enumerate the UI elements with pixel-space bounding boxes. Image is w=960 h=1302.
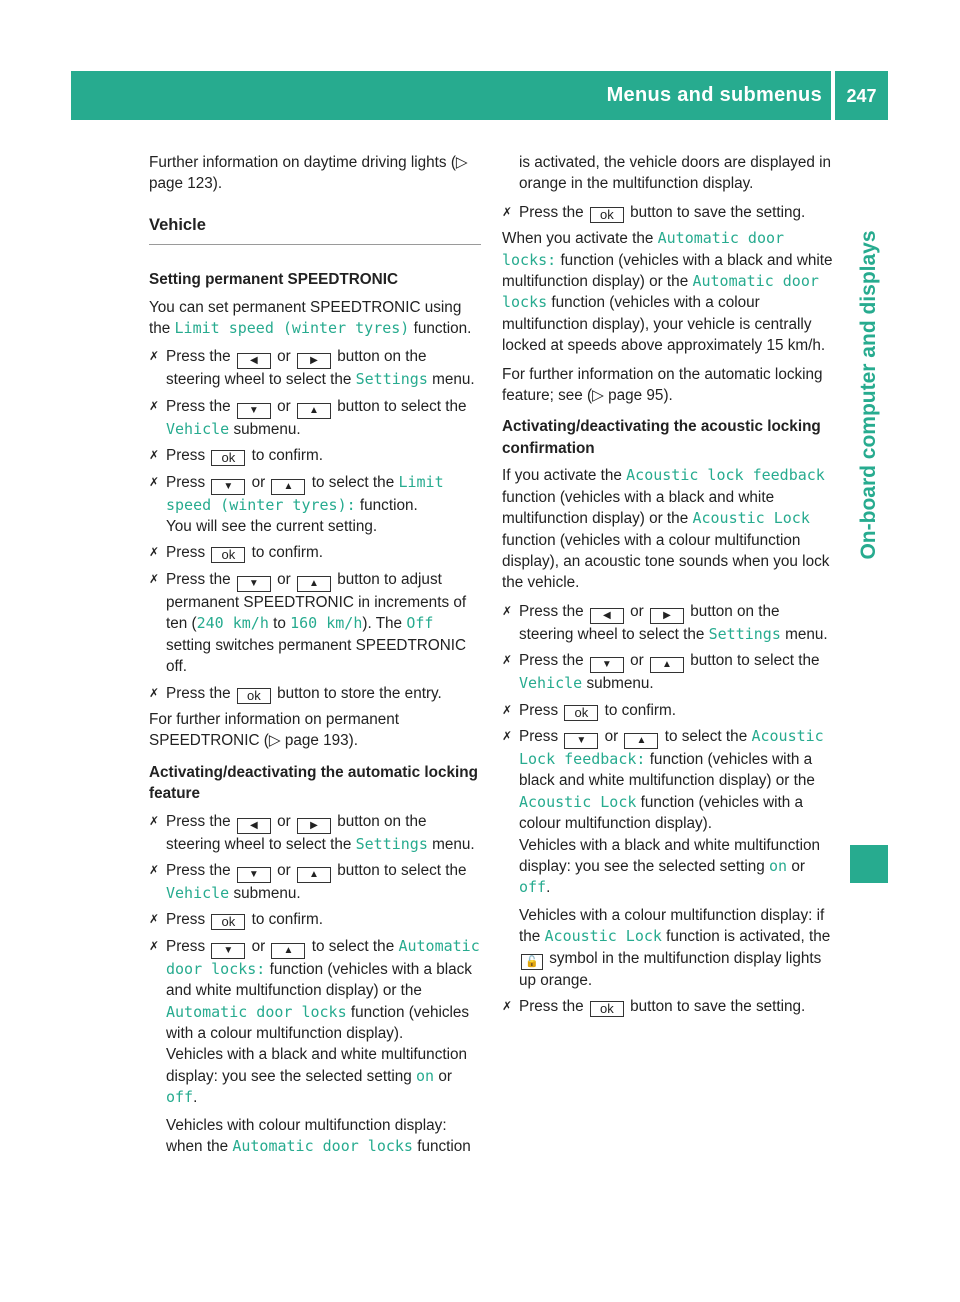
- up-arrow-button-icon: ▲: [650, 657, 684, 673]
- right-arrow-button-icon: ▶: [297, 818, 331, 834]
- step-arrow-icon: ✗: [502, 204, 513, 219]
- ok-button-icon: ok: [590, 207, 624, 223]
- page-number: 247: [835, 71, 888, 120]
- down-arrow-button-icon: ▼: [211, 943, 245, 959]
- down-arrow-button-icon: ▼: [211, 479, 245, 495]
- step-item: ✗ Press the ◀ or ▶ button on the steering wheel to select the Settings menu.: [502, 602, 828, 643]
- code-limit-speed: Limit speed (winter tyres): [174, 319, 410, 338]
- paragraph-speedtronic: You can set permanent SPEEDTRONIC using the Limit speed (winter tyres) function.: [149, 298, 472, 338]
- code-vehicle: Vehicle: [519, 674, 583, 693]
- code-auto-door-locks-colon: Automatic door locks:: [502, 229, 785, 269]
- code-settings: Settings: [355, 834, 428, 853]
- code-acoustic-lock-feedback-colon: Acoustic Lock feedback:: [519, 726, 824, 768]
- chapter-tab-label: On-board computer and displays: [857, 230, 880, 560]
- step-item: ✗ Press ok to confirm.: [502, 701, 677, 720]
- heading-acoustic-lock: Activating/deactivating the acoustic locking confirmation: [502, 418, 821, 457]
- down-arrow-button-icon: ▼: [590, 657, 624, 673]
- heading-auto-lock: Activating/deactivating the automatic locking feature: [149, 763, 478, 803]
- left-arrow-button-icon: ◀: [237, 818, 271, 834]
- code-limit-speed-winter: Limit speed (winter tyres):: [166, 472, 444, 514]
- step-item: ✗ Press the ▼ or ▲ button to adjust permanent SPEEDTRONIC in increments of ten (240 km/h to 160 km/h). The Off setting switches permanent SPEEDTRONIC off.: [149, 570, 467, 676]
- code-settings: Settings: [708, 624, 781, 643]
- step-item: ✗ Press the ▼ or ▲ button to select the Vehicle submenu.: [149, 861, 467, 902]
- step-item: ✗ Press the ◀ or ▶ button on the steering wheel to select the Settings menu.: [149, 348, 475, 389]
- down-arrow-button-icon: ▼: [237, 867, 271, 883]
- up-arrow-button-icon: ▲: [297, 867, 331, 883]
- code-auto-door-locks: Automatic door locks: [232, 1137, 413, 1155]
- code-160: 160 km/h: [290, 614, 363, 633]
- down-arrow-button-icon: ▼: [237, 576, 271, 592]
- step-item: ✗ Press the ▼ or ▲ button to select the Vehicle submenu.: [502, 652, 820, 693]
- lock-icon: 🔓: [521, 954, 543, 970]
- step-arrow-icon: ✗: [149, 685, 160, 700]
- step-arrow-icon: ✗: [149, 398, 160, 413]
- step-arrow-icon: ✗: [149, 571, 160, 586]
- ok-button-icon: ok: [564, 705, 598, 721]
- right-column: [502, 152, 834, 1022]
- ok-button-icon: ok: [211, 914, 245, 930]
- step-item: ✗ Press the ok button to store the entry.: [149, 684, 442, 703]
- code-vehicle: Vehicle: [166, 419, 230, 438]
- step-item: ✗ Press ok to confirm.: [149, 447, 324, 466]
- left-arrow-button-icon: ◀: [237, 353, 271, 369]
- up-arrow-button-icon: ▲: [624, 733, 658, 749]
- step-arrow-icon: ✗: [149, 448, 160, 463]
- code-acoustic-lock: Acoustic Lock: [544, 927, 662, 946]
- code-auto-door-locks-colon: Automatic door locks:: [166, 936, 480, 978]
- code-acoustic-lock-feedback: Acoustic lock feedback: [626, 466, 825, 485]
- left-arrow-button-icon: ◀: [590, 608, 624, 624]
- right-arrow-button-icon: ▶: [297, 353, 331, 369]
- up-arrow-button-icon: ▲: [271, 479, 305, 495]
- paragraph-speedtronic-ref: For further information on permanent SPEEDTRONIC (▷ page 193).: [149, 710, 399, 750]
- section-heading-vehicle: Vehicle: [149, 215, 481, 245]
- step-item: ✗ Press the ▼ or ▲ button to select the Vehicle submenu.: [149, 397, 467, 438]
- code-off: Off: [406, 614, 434, 633]
- heading-speedtronic: Setting permanent SPEEDTRONIC: [149, 271, 399, 289]
- paragraph-acoustic-info: If you activate the Acoustic lock feedback function (vehicles with a black and white multifunction display) or the Acoustic Lock function (vehicles with a colour multifunction display), an acoustic tone sounds when you lock the vehicle.: [502, 466, 830, 592]
- step-item: ✗ Press ▼ or ▲ to select the Limit speed (winter tyres): function. You will see the current setting.: [149, 472, 444, 536]
- ok-button-icon: ok: [237, 688, 271, 704]
- step-arrow-icon: ✗: [149, 813, 160, 828]
- code-240: 240 km/h: [196, 614, 269, 633]
- right-arrow-button-icon: ▶: [650, 608, 684, 624]
- code-auto-door-locks: Automatic door locks: [166, 1002, 347, 1021]
- step-item: ✗ Press ▼ or ▲ to select the Acoustic Lock feedback: function (vehicles with a black and white multifunction display) or the Acoustic Lock function (vehicles with a colour multifunction display). Vehicles with a black and white multifunction display: you see the selected setting on or off. Vehicles with a colour multifunction display: if the Acoustic Lock function is activated, the 🔓 symbol in the multifunction display lights up orange.: [502, 726, 831, 989]
- code-auto-door-locks: Automatic door locks: [502, 272, 819, 312]
- step-arrow-icon: ✗: [502, 728, 513, 743]
- code-acoustic-lock: Acoustic Lock: [692, 509, 810, 528]
- ok-button-icon: ok: [211, 450, 245, 466]
- code-vehicle: Vehicle: [166, 883, 230, 902]
- step-arrow-icon: ✗: [502, 999, 513, 1013]
- step-arrow-icon: ✗: [149, 545, 160, 560]
- chapter-tab-marker: [850, 845, 888, 883]
- step-item: ✗ Press the ok button to save the setting.: [502, 998, 806, 1016]
- step-arrow-icon: ✗: [502, 603, 513, 618]
- up-arrow-button-icon: ▲: [297, 576, 331, 592]
- up-arrow-button-icon: ▲: [271, 943, 305, 959]
- paragraph-auto-lock-info: When you activate the Automatic door locks: function (vehicles with a black and white multifunction display) or the Automatic door locks function (vehicles with a colour multifunction display), your vehicle is centrally locked at speeds above approximately 15 km/h.: [502, 229, 833, 355]
- step-arrow-icon: ✗: [502, 653, 513, 668]
- code-acoustic-lock: Acoustic Lock: [519, 792, 637, 811]
- step-arrow-icon: ✗: [502, 702, 513, 717]
- left-column: [149, 152, 481, 1162]
- down-arrow-button-icon: ▼: [237, 403, 271, 419]
- code-on: on: [769, 856, 788, 875]
- code-off: off: [166, 1088, 194, 1107]
- code-on: on: [416, 1066, 435, 1085]
- step-arrow-icon: ✗: [149, 349, 160, 364]
- step-arrow-icon: ✗: [149, 862, 160, 877]
- step-arrow-icon: ✗: [149, 912, 160, 927]
- step-item: ✗ Press the ◀ or ▶ button on the steering wheel to select the Settings menu.: [149, 812, 475, 853]
- continuation-text: is activated, the vehicle doors are displayed in orange in the multifunction display.: [519, 154, 832, 193]
- up-arrow-button-icon: ▲: [297, 403, 331, 419]
- step-arrow-icon: ✗: [149, 474, 160, 489]
- code-settings: Settings: [355, 370, 428, 389]
- step-arrow-icon: ✗: [149, 938, 160, 953]
- step-item: ✗ Press ▼ or ▲ to select the Automatic door locks: function (vehicles with a black and white multifunction display) or the Automatic door locks function (vehicles with a colour multifunction display). Vehicles with a black and white multifunction display: you see the selected setting on or off. Vehicles with colour multifunction display: when the Automatic door locks function: [149, 936, 480, 1155]
- code-off: off: [519, 878, 547, 897]
- step-item: ✗ Press the ok button to save the setting.: [502, 203, 806, 222]
- down-arrow-button-icon: ▼: [564, 733, 598, 749]
- ok-button-icon: ok: [211, 547, 245, 563]
- page-header-title: Menus and submenus: [606, 84, 822, 106]
- ok-button-icon: ok: [590, 1001, 624, 1017]
- intro-text: Further information on daytime driving lights (▷ page 123).: [149, 154, 468, 193]
- paragraph-auto-lock-ref: For further information on the automatic locking feature; see (▷ page 95).: [502, 365, 823, 405]
- step-item: ✗ Press ok to confirm.: [149, 911, 324, 930]
- step-item: ✗ Press ok to confirm.: [149, 544, 324, 563]
